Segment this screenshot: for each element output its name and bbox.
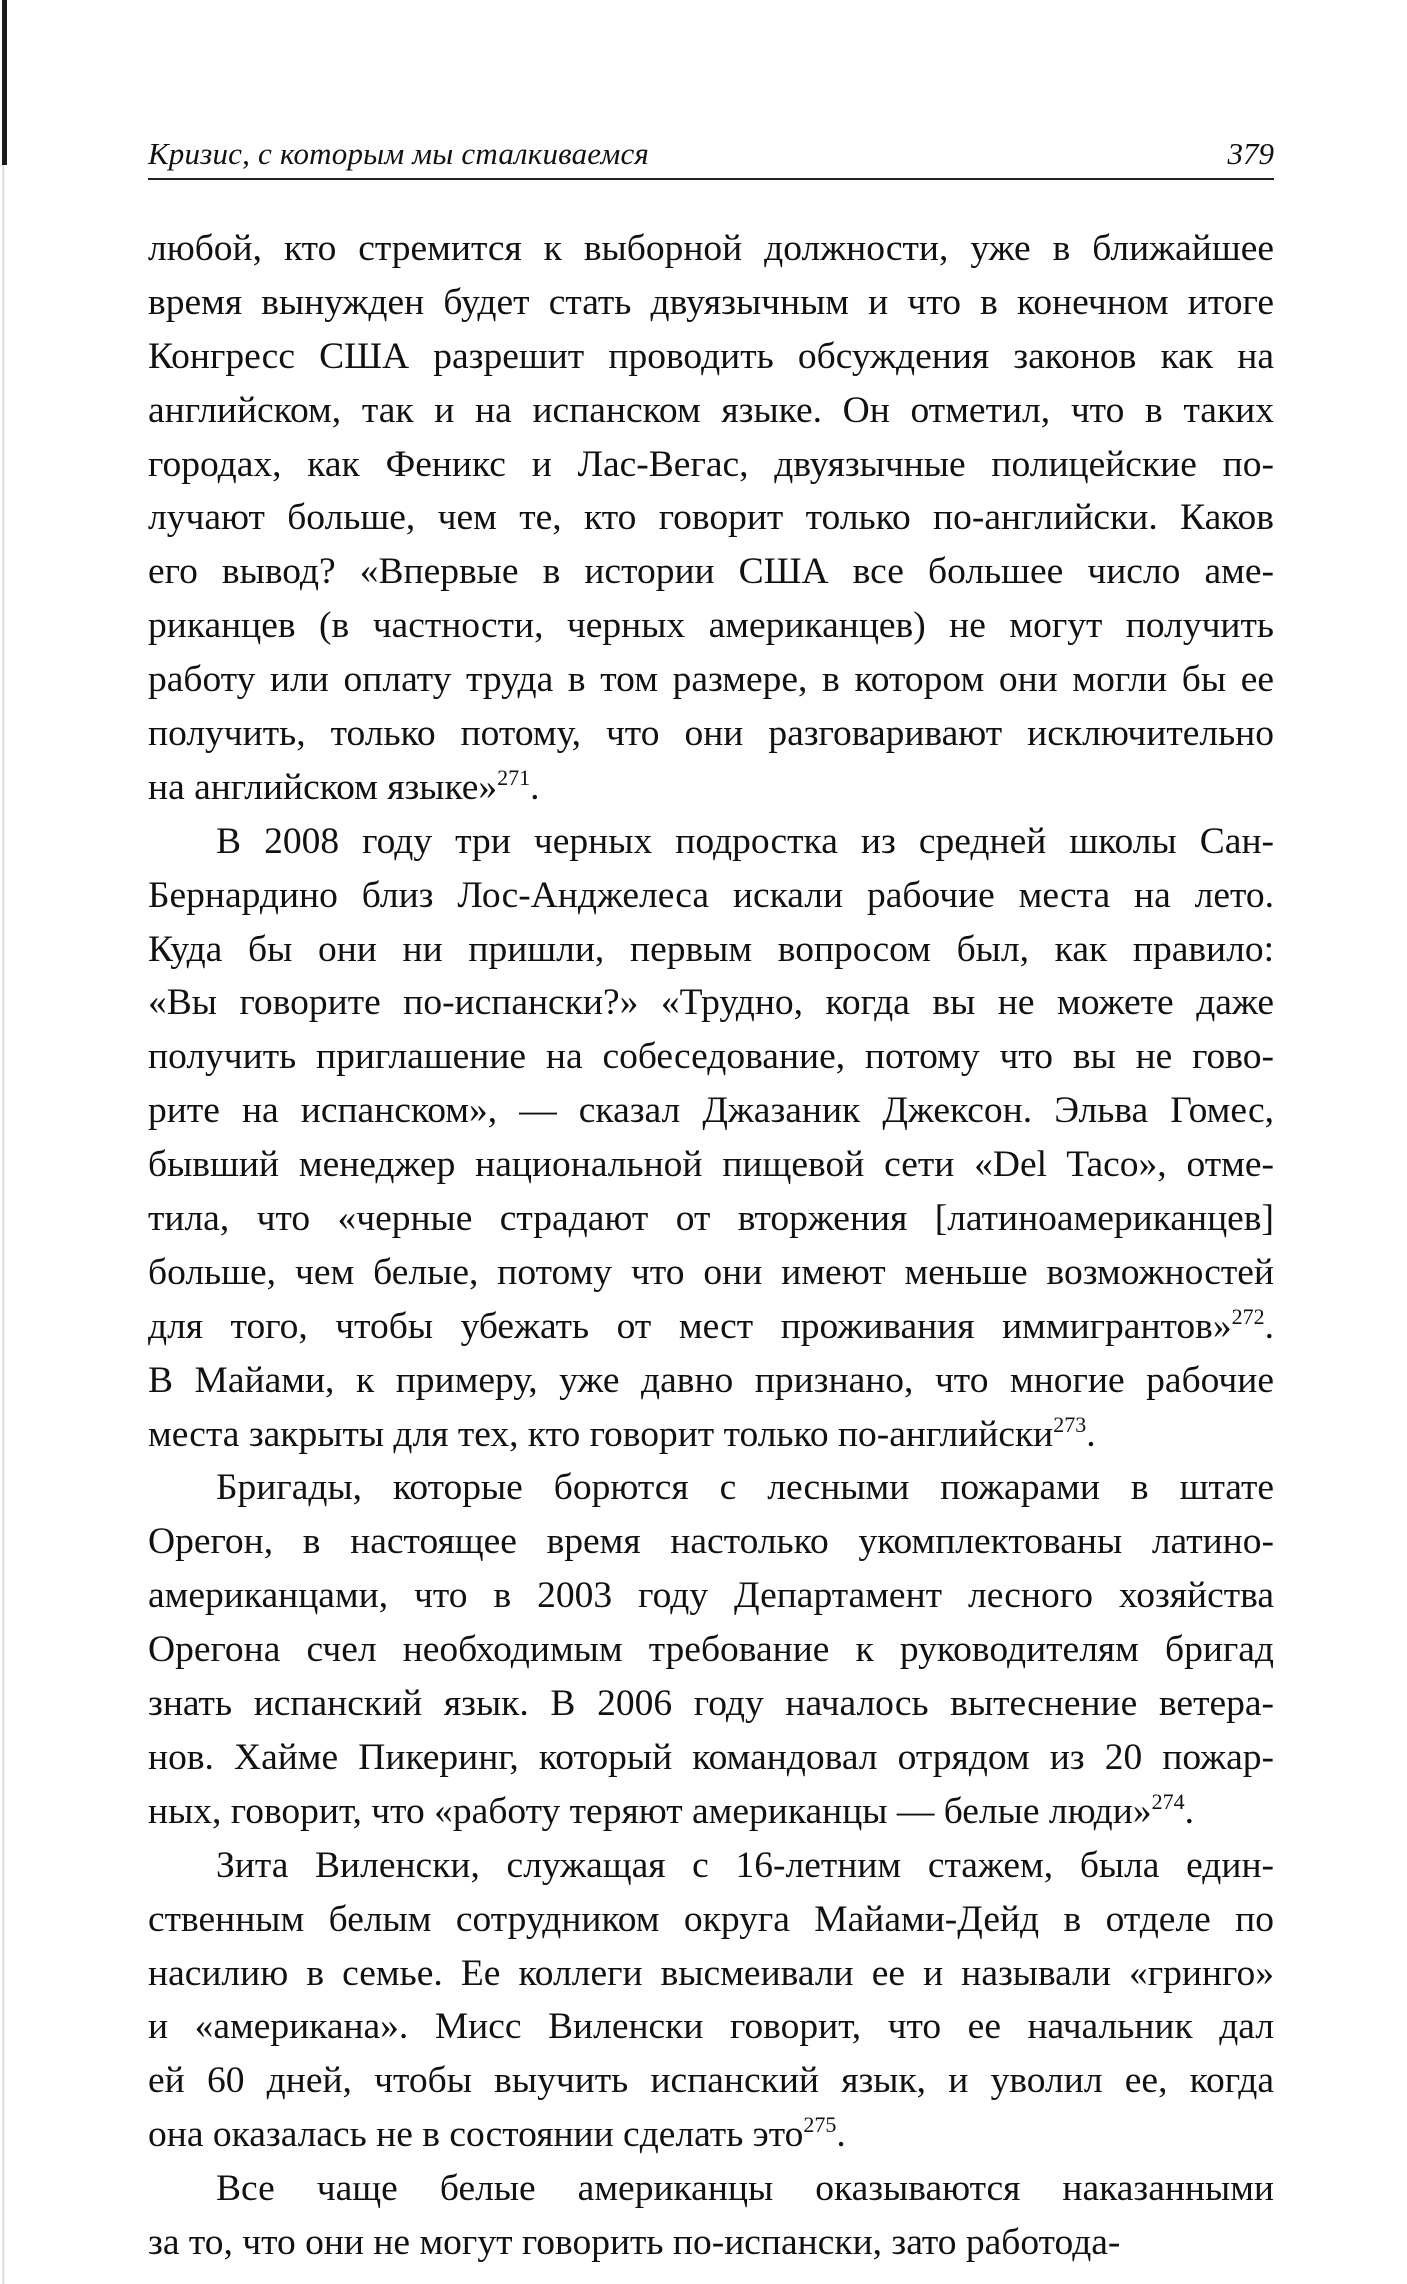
- paragraph: [148, 222, 1274, 815]
- body-text: [148, 222, 1274, 2270]
- text-line: [148, 438, 1274, 492]
- text-line: [148, 1030, 1274, 1084]
- text-line: [148, 2216, 1274, 2270]
- line-text: Орегон, в настоящее время настолько укомплектованы латино-: [148, 1521, 1274, 1563]
- line-text: она оказалась не в состоянии сделать это: [148, 2114, 804, 2156]
- text-line: [148, 1084, 1274, 1138]
- line-text: Все чаще белые американцы оказываются наказанными: [216, 2168, 1274, 2210]
- line-text: Зита Виленски, служащая с 16-летним стажем, была един-: [216, 1844, 1274, 1886]
- text-line: [148, 2162, 1274, 2216]
- text-line: [148, 1893, 1274, 1947]
- line-text: Конгресс США разрешит проводить обсуждения законов как на: [148, 335, 1274, 377]
- line-text: американцами, что в 2003 году Департамент лесного хозяйства: [148, 1575, 1274, 1617]
- paragraph: [148, 1461, 1274, 1838]
- line-text: работу или оплату труда в том размере, в котором они могли бы ее: [148, 659, 1274, 701]
- text-line: [148, 1300, 1274, 1354]
- running-title: Кризис, с которым мы сталкиваемся: [148, 136, 650, 171]
- text-line: [148, 1623, 1274, 1677]
- footnote-ref: 274: [1151, 1788, 1185, 1814]
- line-text: Куда бы они ни пришли, первым вопросом был, как правило:: [148, 928, 1274, 970]
- line-text: за то, что они не могут говорить по-испански, зато работода-: [148, 2221, 1121, 2263]
- scan-mark: [2, 0, 7, 165]
- line-text: ных, говорит, что «работу теряют американцы — белые люди»: [148, 1790, 1152, 1832]
- line-text: его вывод? «Впервые в истории США все большее число аме-: [148, 551, 1274, 593]
- text-line: [148, 1408, 1274, 1462]
- line-text: для того, чтобы убежать от мест проживания иммигрантов»: [148, 1305, 1232, 1347]
- text-line: [148, 491, 1274, 545]
- line-text: бывший менеджер национальной пищевой сети «Del Taco», отме-: [148, 1144, 1274, 1186]
- line-tail: .: [530, 766, 540, 808]
- line-text: получить приглашение на собеседование, потому что вы не гово-: [148, 1036, 1274, 1078]
- text-line: [148, 1354, 1274, 1408]
- text-line: [148, 1515, 1274, 1569]
- line-text: лучают больше, чем те, кто говорит только по-английски. Каков: [148, 497, 1274, 539]
- line-text: места закрыты для тех, кто говорит только по-английски: [148, 1413, 1054, 1455]
- page-number: 379: [1227, 136, 1274, 171]
- line-text: рите на испанском», — сказал Джазаник Джексон. Эльва Гомес,: [148, 1090, 1274, 1132]
- paragraph: [148, 1839, 1274, 2162]
- line-text: знать испанский язык. В 2006 году началось вытеснение ветера-: [148, 1683, 1274, 1725]
- text-line: [148, 869, 1274, 923]
- text-line: [148, 1138, 1274, 1192]
- text-line: [148, 761, 1274, 815]
- text-line: [148, 545, 1274, 599]
- line-text: получить, только потому, что они разговаривают исключительно: [148, 713, 1274, 755]
- line-text: тила, что «черные страдают от вторжения [латиноамериканцев]: [148, 1198, 1274, 1240]
- footnote-ref: 273: [1053, 1411, 1087, 1437]
- line-text: больше, чем белые, потому что они имеют меньше возможностей: [148, 1251, 1274, 1293]
- text-line: [148, 276, 1274, 330]
- page-header: [148, 128, 1274, 180]
- line-text: В Майами, к примеру, уже давно признано, что многие рабочие: [148, 1359, 1274, 1401]
- line-text: Орегона счел необходимым требование к руководителям бригад: [148, 1629, 1274, 1671]
- line-tail: .: [1086, 1413, 1096, 1455]
- line-text: нов. Хайме Пикеринг, который командовал отрядом из 20 пожар-: [148, 1736, 1274, 1778]
- footnote-ref: 275: [803, 2112, 837, 2138]
- text-line: [148, 1192, 1274, 1246]
- line-tail: .: [836, 2114, 846, 2156]
- line-text: и «американа». Мисс Виленски говорит, что ее начальник дал: [148, 2006, 1274, 2048]
- line-tail: .: [1264, 1305, 1274, 1347]
- line-text: насилию в семье. Ее коллеги высмеивали ее и называли «гринго»: [148, 1952, 1274, 1994]
- line-text: ственным белым сотрудником округа Майами-Дейд в отделе по: [148, 1898, 1274, 1940]
- text-line: [148, 1731, 1274, 1785]
- text-line: [148, 653, 1274, 707]
- text-line: [148, 2054, 1274, 2108]
- line-text: городах, как Феникс и Лас-Вегас, двуязычные полицейские по-: [148, 443, 1274, 485]
- text-line: [148, 1461, 1274, 1515]
- text-line: [148, 1677, 1274, 1731]
- text-line: [148, 923, 1274, 977]
- paragraph: [148, 815, 1274, 1462]
- line-text: ей 60 дней, чтобы выучить испанский язык, и уволил ее, когда: [148, 2060, 1274, 2102]
- paragraph: [148, 2162, 1274, 2270]
- line-tail: .: [1184, 1790, 1194, 1832]
- text-line: [148, 2000, 1274, 2054]
- text-line: [148, 384, 1274, 438]
- line-text: на английском языке»: [148, 766, 498, 808]
- text-line: [148, 2108, 1274, 2162]
- text-line: [148, 976, 1274, 1030]
- line-text: любой, кто стремится к выборной должности, уже в ближайшее: [148, 228, 1274, 269]
- line-text: время вынужден будет стать двуязычным и что в конечном итоге: [148, 281, 1274, 323]
- line-text: В 2008 году три черных подростка из средней школы Сан-: [216, 820, 1274, 862]
- text-line: [148, 1569, 1274, 1623]
- text-line: [148, 330, 1274, 384]
- text-line: [148, 707, 1274, 761]
- line-text: английском, так и на испанском языке. Он отметил, что в таких: [148, 389, 1274, 431]
- line-text: «Вы говорите по-испански?» «Трудно, когда вы не можете даже: [148, 982, 1274, 1024]
- text-line: [148, 815, 1274, 869]
- footnote-ref: 271: [497, 764, 531, 790]
- scan-edge: [0, 0, 10, 2284]
- line-text: риканцев (в частности, черных американцев) не могут получить: [148, 605, 1274, 647]
- text-line: [148, 1246, 1274, 1300]
- text-line: [148, 222, 1274, 276]
- text-line: [148, 1947, 1274, 2001]
- footnote-ref: 272: [1231, 1303, 1265, 1329]
- text-line: [148, 599, 1274, 653]
- text-line: [148, 1839, 1274, 1893]
- line-text: Бригады, которые борются с лесными пожарами в штате: [216, 1467, 1274, 1509]
- text-line: [148, 1785, 1274, 1839]
- line-text: Бернардино близ Лос-Анджелеса искали рабочие места на лето.: [148, 874, 1274, 916]
